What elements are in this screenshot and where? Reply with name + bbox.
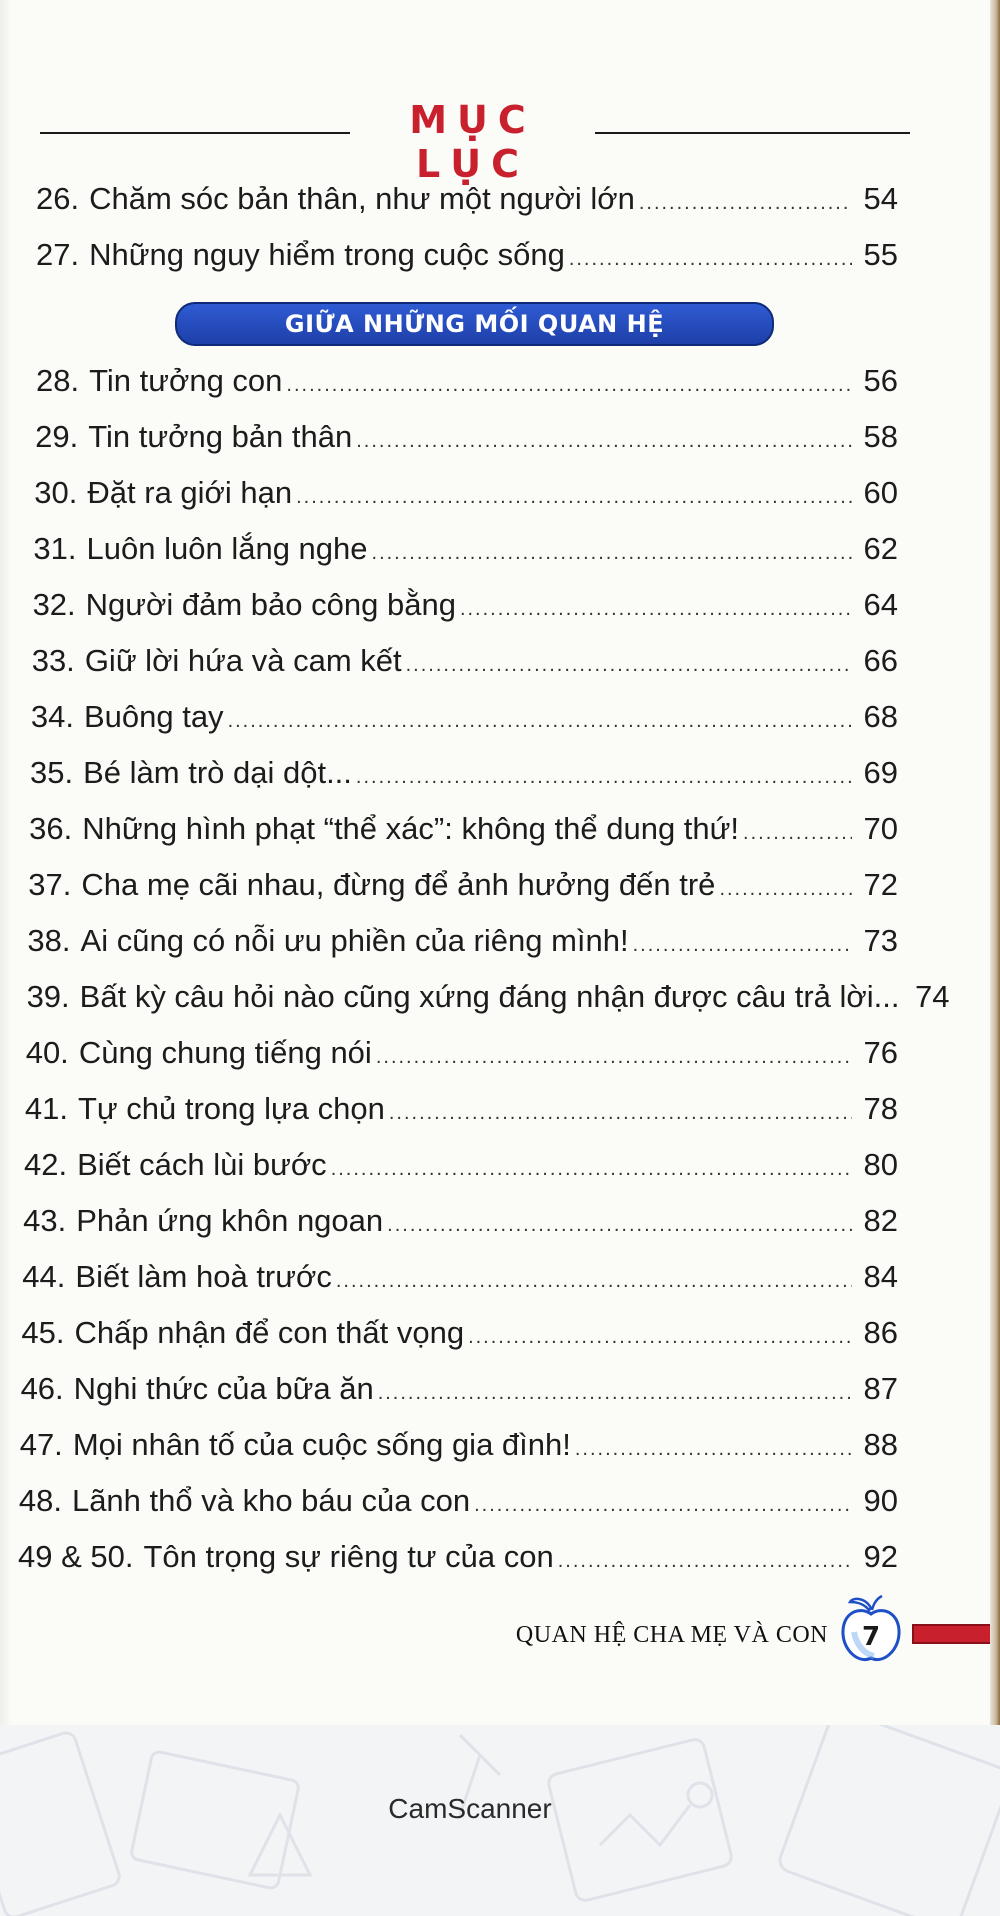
footer-red-bar <box>912 1624 998 1644</box>
toc-entry-page: 92 <box>863 1539 898 1574</box>
page-number: 7 <box>861 1622 881 1652</box>
toc-entry <box>26 1032 898 1074</box>
toc-entry-number: 48. <box>18 1483 62 1518</box>
toc-entry-number: 29. <box>35 419 79 454</box>
dot-leader <box>389 1092 852 1134</box>
camscanner-label: CamScanner <box>388 1793 552 1824</box>
toc-entry-title: Lãnh thổ và kho báu của con <box>71 1483 471 1518</box>
toc-entry-page: 74 <box>914 979 950 1014</box>
toc-entry-number: 39. <box>26 979 70 1014</box>
toc-entry-title: Tin tưởng con <box>89 363 283 398</box>
toc-entry-number: 37. <box>28 867 72 902</box>
dot-leader <box>372 532 852 574</box>
dot-leader <box>569 238 852 280</box>
toc-entry-page: 70 <box>863 811 898 846</box>
toc-entry-number: 44. <box>22 1259 66 1294</box>
dot-leader <box>378 1372 852 1414</box>
toc-entry-page: 80 <box>863 1147 898 1182</box>
toc-entry-number: 41. <box>24 1091 68 1126</box>
toc-entry-number: 43. <box>23 1203 67 1238</box>
toc-entry-page: 86 <box>863 1315 898 1350</box>
section-banner: GIỮA NHỮNG MỐI QUAN HỆ <box>175 302 774 346</box>
page-edge <box>990 0 1000 1725</box>
toc-entry-page: 78 <box>863 1091 898 1126</box>
toc-entry <box>36 360 898 402</box>
toc-entry <box>36 178 898 220</box>
toc-entry-page: 56 <box>863 363 898 398</box>
toc-entry <box>21 1312 898 1354</box>
dot-leader <box>286 364 852 406</box>
toc-entry-number: 35. <box>30 755 74 790</box>
toc-entry-title: Phản ứng khôn ngoan <box>76 1203 384 1238</box>
toc-entry-number: 26. <box>36 181 80 216</box>
toc-entry-number: 33. <box>31 643 75 678</box>
toc-entry-number: 38. <box>27 923 71 958</box>
toc-entry-number: 36. <box>29 811 73 846</box>
toc-entry-title: Ai cũng có nỗi ưu phiền của riêng mình! <box>80 923 629 958</box>
toc-entry-title: Nghi thức của bữa ăn <box>73 1371 374 1406</box>
toc-entry-title: Người đảm bảo công bằng <box>85 587 456 622</box>
dot-leader <box>406 644 852 686</box>
toc-entry-page: 58 <box>863 419 898 454</box>
toc-entry-number: 42. <box>24 1147 68 1182</box>
dot-leader <box>474 1484 852 1526</box>
toc-entry-page: 60 <box>863 475 898 510</box>
toc-entry <box>36 234 898 276</box>
page-footer <box>0 1590 1000 1680</box>
toc-entry-page: 76 <box>863 1035 898 1070</box>
toc-entry-number: 27. <box>36 237 80 272</box>
header-rule-right <box>595 132 910 134</box>
toc-entry-page: 62 <box>863 531 898 566</box>
toc-entry-title: Luôn luôn lắng nghe <box>86 531 368 566</box>
toc-entry-number: 28. <box>36 363 80 398</box>
toc-entry <box>19 1480 898 1522</box>
toc-entry <box>26 976 950 1018</box>
dot-leader <box>387 1204 852 1246</box>
toc-entry-title: Biết làm hoà trước <box>75 1259 332 1294</box>
toc-entry-page: 66 <box>863 643 898 678</box>
toc-entry-page: 82 <box>863 1203 898 1238</box>
dot-leader <box>633 924 852 966</box>
toc-entry-title: Giữ lời hứa và cam kết <box>84 643 402 678</box>
toc-entry-number: 31. <box>33 531 77 566</box>
toc-entry <box>35 416 898 458</box>
toc-entry <box>20 1424 898 1466</box>
toc-entry <box>21 1368 898 1410</box>
dot-leader <box>460 588 852 630</box>
toc-entry-title: Tôn trọng sự riêng tư của con <box>143 1539 554 1574</box>
toc-entry-page: 73 <box>863 923 898 958</box>
toc-entry-page: 72 <box>863 867 898 902</box>
toc-entry-page: 84 <box>863 1259 898 1294</box>
toc-entry-title: Cùng chung tiếng nói <box>78 1035 372 1070</box>
toc-entry-page: 64 <box>863 587 898 622</box>
toc-entry-number: 47. <box>19 1427 63 1462</box>
toc-entry-title: Buông tay <box>83 699 224 734</box>
toc-header <box>40 98 910 186</box>
toc-entry <box>30 752 898 794</box>
toc-entry-title: Những hình phạt “thể xác”: không thể dung thứ! <box>82 811 740 846</box>
scanner-watermark-area <box>0 1725 1000 1916</box>
running-book-title: QUAN HỆ CHA MẸ VÀ CON <box>515 1622 828 1648</box>
toc-entry-title: Những nguy hiểm trong cuộc sống <box>89 237 565 272</box>
toc-entry-title: Tin tưởng bản thân <box>88 419 353 454</box>
toc-entry <box>23 1200 898 1242</box>
dot-leader <box>331 1148 852 1190</box>
header-rule-left <box>40 132 350 134</box>
toc-entry-title: Tự chủ trong lựa chọn <box>77 1091 385 1126</box>
toc-entry <box>33 528 898 570</box>
dot-leader <box>356 756 852 798</box>
dot-leader <box>356 420 852 462</box>
toc-entry <box>34 472 898 514</box>
toc-entry-page: 69 <box>863 755 898 790</box>
toc-entry-page: 54 <box>863 181 898 216</box>
toc-entry-page: 90 <box>863 1483 898 1518</box>
dot-leader <box>336 1260 852 1302</box>
toc-entry-page: 88 <box>863 1427 898 1462</box>
toc-entry <box>33 584 898 626</box>
dot-leader <box>558 1540 852 1582</box>
toc-title: MỤC LỤC <box>409 98 536 186</box>
toc-entry <box>28 864 898 906</box>
toc-entry-number: 40. <box>25 1035 69 1070</box>
apple-icon <box>838 1592 904 1666</box>
dot-leader <box>376 1036 852 1078</box>
toc-entry-title: Đặt ra giới hạn <box>87 475 293 510</box>
toc-entry-page: 68 <box>863 699 898 734</box>
toc-entry-title: Bất kỳ câu hỏi nào cũng xứng đáng nhận được câu trả lời... <box>79 979 900 1014</box>
toc-entry <box>29 808 898 850</box>
toc-entry-number: 49 & 50. <box>18 1539 134 1574</box>
dot-leader <box>296 476 852 518</box>
dot-leader <box>743 812 852 854</box>
toc-entry-number: 30. <box>34 475 78 510</box>
toc-entry <box>31 696 898 738</box>
toc-entry <box>27 920 898 962</box>
toc-entry-page: 55 <box>863 237 898 272</box>
toc-entry-number: 46. <box>20 1371 64 1406</box>
toc-entry <box>22 1256 898 1298</box>
toc-entry <box>32 640 898 682</box>
dot-leader <box>719 868 852 910</box>
dot-leader <box>468 1316 852 1358</box>
toc-entry-page: 87 <box>863 1371 898 1406</box>
toc-entry <box>25 1088 898 1130</box>
spine-shadow <box>0 0 12 1725</box>
toc-entry <box>18 1536 898 1578</box>
toc-entry-number: 45. <box>21 1315 65 1350</box>
dot-leader <box>639 182 852 224</box>
dot-leader <box>575 1428 852 1470</box>
toc-entry-number: 32. <box>32 587 76 622</box>
toc-entry-number: 34. <box>30 699 74 734</box>
dot-leader <box>228 700 852 742</box>
toc-entry-title: Chăm sóc bản thân, như một người lớn <box>89 181 635 216</box>
toc-entry-title: Cha mẹ cãi nhau, đừng để ảnh hưởng đến trẻ <box>81 867 716 902</box>
toc-entry <box>24 1144 898 1186</box>
toc-entry-title: Biết cách lùi bước <box>77 1147 327 1182</box>
toc-entry-title: Mọi nhân tố của cuộc sống gia đình! <box>72 1427 571 1462</box>
toc-entry-title: Chấp nhận để con thất vọng <box>74 1315 465 1350</box>
toc-entry-title: Bé làm trò dại dột... <box>83 755 352 790</box>
